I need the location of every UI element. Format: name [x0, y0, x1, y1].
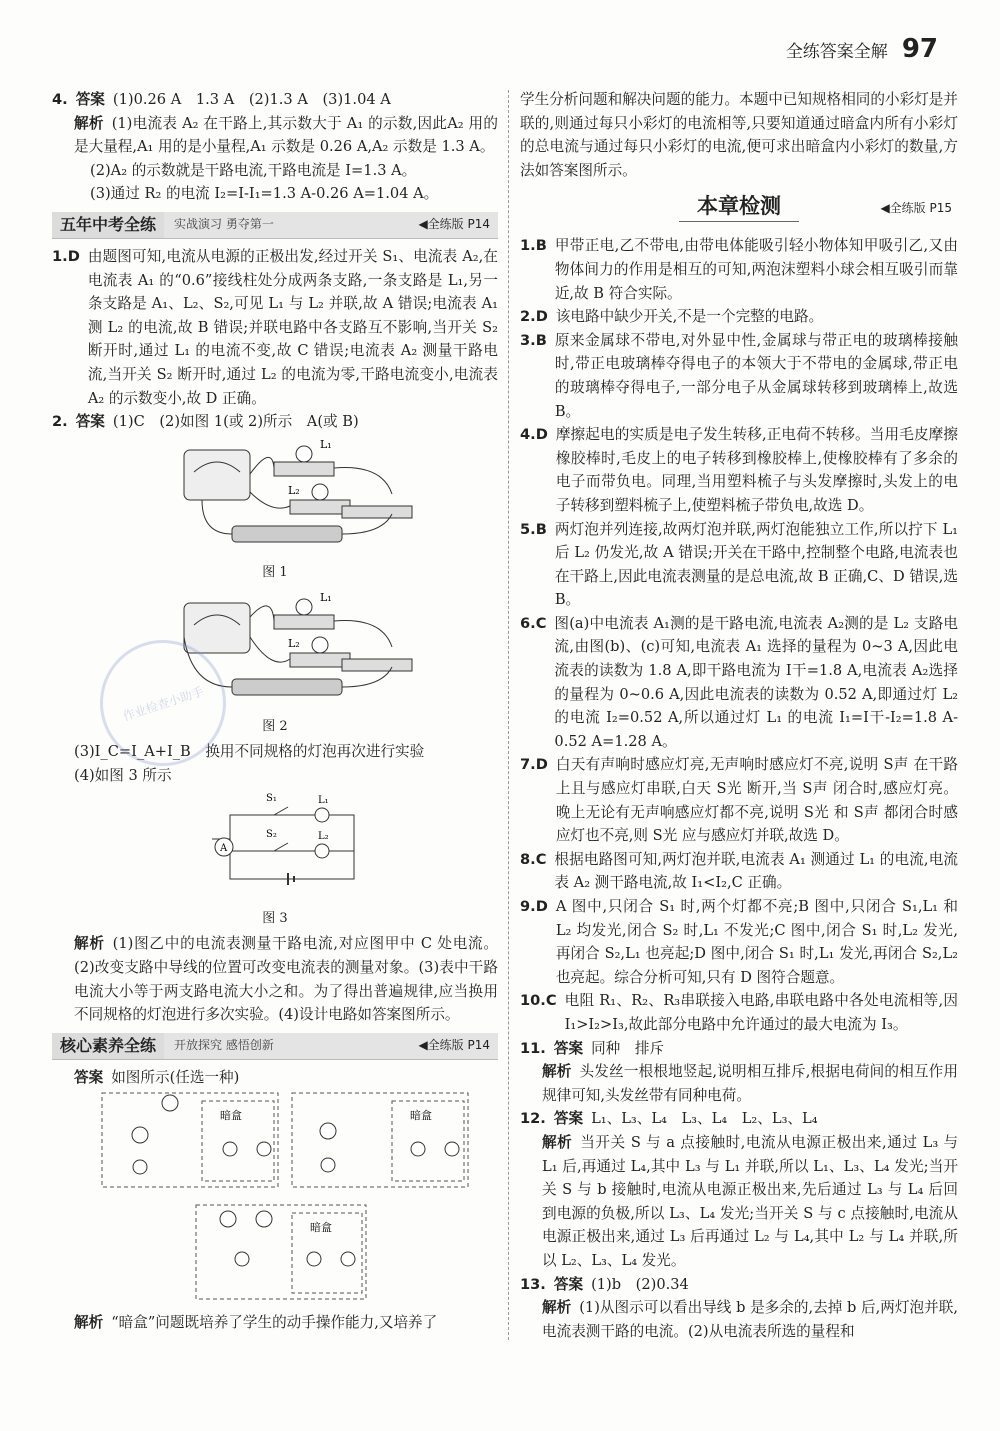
section-ref: ◀全练版 P14 [418, 1038, 490, 1053]
q1-number: 1.D [52, 247, 80, 265]
lamp2-base [290, 653, 350, 667]
fig3-switch1 [274, 807, 288, 815]
diagram-2-ammeter [320, 1123, 336, 1139]
question-1 [52, 245, 498, 410]
item-3 [520, 329, 958, 423]
diagram-3-lamp-3 [341, 1252, 355, 1266]
item-4 [520, 423, 958, 517]
figure-1-caption: 图 1 [262, 565, 288, 581]
item-12 [520, 1107, 958, 1272]
item-text: 原来金属球不带电,对外显中性,金属球与带正电的玻璃棒接触时,带正电玻璃棒夺得电子的本领大于不带电的金属球,带正电的玻璃棒夺得电子,一部分电子从金属球转移到玻璃棒上,故选 B。 [554, 331, 958, 420]
chapter-heading [520, 188, 958, 228]
item-number: 8.C [520, 850, 547, 868]
item-text: 根据电路图可知,两灯泡并联,电流表 A₁ 测通过 L₁ 的电流,电流表 A₂ 测干路电流,故 I₁<I₂,C 正确。 [554, 850, 958, 892]
item-number: 5.B [520, 520, 547, 538]
item-2 [520, 305, 958, 329]
q2-analysis-label: 解析 [74, 935, 105, 953]
core-answer-label: 答案 [74, 1068, 104, 1086]
right-column [520, 88, 958, 1343]
diagram-2-lamp-3 [445, 1142, 459, 1156]
q4-line-3: (3)通过 R₂ 的电流 I₂=I-I₁=1.3 A-0.26 A=1.04 A。 [90, 185, 439, 203]
item-text: 电阻 R₁、R₂、R₃串联接入电路,串联电路中各处电流相等,因 I₁>I₂>I₃,故此部分电路中允许通过的最大电流为 I₃。 [564, 992, 958, 1033]
ammeter-drawing [184, 450, 250, 500]
q12-answer-label: 答案 [553, 1110, 584, 1128]
item-number: 6.C [520, 614, 547, 632]
switch-drawing [342, 506, 412, 518]
q12-analysis-label: 解析 [542, 1133, 573, 1151]
q13-analysis-label: 解析 [542, 1299, 572, 1317]
q4-line-1: (1)电流表 A₂ 在干路上,其示数大于 A₁ 的示数,因此A₂ 用的是大量程,A₁ 用的是小量程,A₁ 示数是 0.26 A,A₂ 示数是 1.3 A。 [74, 114, 498, 156]
section-bar-core [52, 1033, 498, 1060]
diagram-3-lamp [235, 1252, 249, 1266]
q13-analysis: (1)从图示可以看出导线 b 是多余的,去掉 b 后,两灯泡并联,电流表测干路的电流。(2)从电流表所选的量程和 [542, 1299, 958, 1340]
q4-number: 4. [52, 91, 68, 108]
core-answer: 如图所示(任选一种) [111, 1068, 240, 1086]
diagram-1-lamp-2 [223, 1142, 237, 1156]
q4-answer: (1)0.26 A 1.3 A (2)1.3 A (3)1.04 A [112, 91, 391, 108]
header-title: 全练答案全解 [785, 42, 888, 62]
fig2-label-l2: L₂ [288, 636, 300, 650]
q2-answer: (1)C (2)如图 1(或 2)所示 A(或 B) [112, 413, 359, 431]
lamp2-bulb [312, 484, 328, 500]
diagram-1-frame [102, 1093, 278, 1187]
q11-analysis-label: 解析 [542, 1063, 572, 1081]
fig3-label-l1: L₁ [318, 795, 329, 807]
item-6 [520, 612, 958, 754]
fig3-lamp2 [315, 844, 329, 858]
item-13 [520, 1273, 958, 1344]
item-text: A 图中,只闭合 S₁ 时,两个灯都不亮;B 图中,只闭合 S₁,L₁ 和 L₂ 均发光,闭合 S₂ 时,L₁ 不发光;C 图中,闭合 S₁ 时,L₂ 发光,再闭合 S₂,L₁ 也亮起;D 图中,闭合 S₁ 时,L₁ 发光,再闭合 S₂,L₂ 也亮起。综合分析可知,只有 D 图符合题意。 [555, 898, 958, 986]
fig2-label-l1: L₁ [320, 590, 332, 604]
q4-analysis-label: 解析 [74, 114, 104, 132]
q4-line-2: (2)A₂ 的示数就是干路电流,干路电流是 I=1.3 A。 [90, 161, 417, 179]
section-subtitle: 开放探究 感悟创新 [174, 1038, 274, 1053]
section-title: 五年中考全练 [52, 212, 164, 238]
item-9 [520, 895, 958, 989]
fig3-switch2 [274, 843, 288, 851]
column-divider [508, 90, 509, 1340]
q11-analysis: 头发丝一根根地竖起,说明相互排斥,根据电荷间的相互作用规律可知,头发丝带有同种电荷。 [542, 1063, 958, 1104]
fig1-label-l2: L₂ [288, 483, 300, 497]
q11-number: 11. [520, 1039, 546, 1057]
item-text: 图(a)中电流表 A₁测的是干路电流,电流表 A₂测的是 L₂ 支路电流,由图(b)、(c)可知,电流表 A₁ 选择的量程为 0~3 A,因此电流表的读数为 1.8 A,即干路电流为 I干=1.8 A,电流表 A₂选择的量程为 0~0.6 A,因此电流表的读数为 0.52 A,即通过灯 L₂ 的电流 I₂=0.52 A,所以通过灯 L₁ 的电流 I₁=I干-I₂=1.8 A-0.52 A=1.28 A。 [554, 614, 958, 750]
page-number: 97 [901, 34, 938, 64]
q11-answer: 同种 排斥 [591, 1039, 665, 1057]
q2-analysis: (1)图乙中的电流表测量干路电流,对应图甲中 C 处电流。(2)改变支路中导线的位置可改变电流表的测量对象。(3)表中干路电流大小等于两支路电流大小之和。为了得出普遍规律,应当换用不同规格的灯泡进行多次实验。(4)设计电路如答案图所示。 [74, 935, 498, 1024]
q13-answer-label: 答案 [553, 1275, 584, 1293]
lamp2-base [290, 500, 350, 514]
watermark-stamp: 作业检查小助手 [84, 624, 243, 783]
ammeter-drawing [184, 603, 250, 653]
figure-2-caption: 图 2 [262, 718, 288, 734]
lamp2-bulb [312, 637, 328, 653]
q12-number: 12. [520, 1110, 546, 1128]
fig3-label-s1: S₁ [266, 793, 277, 805]
question-4 [52, 88, 498, 206]
diagram-2-lamp [321, 1158, 335, 1172]
diagram-2-frame [292, 1093, 468, 1187]
item-number: 3.B [520, 331, 547, 349]
chapter-title: 本章检测 [679, 195, 799, 222]
core-question [52, 1066, 498, 1335]
q2-answer-label: 答案 [75, 413, 105, 431]
figure-3-circuit [52, 787, 498, 897]
diagram-1-ammeter-2 [132, 1127, 148, 1143]
section-title: 核心素养全练 [52, 1033, 164, 1059]
lamp1-base [274, 615, 334, 629]
item-text: 甲带正电,乙不带电,由带电体能吸引轻小物体知甲吸引乙,又由物体间力的作用是相互的可知,两泡沫塑料小球会相互吸引而靠近,故 B 符合实际。 [554, 237, 958, 302]
section-bar-exam [52, 212, 498, 239]
lamp1-bulb [296, 446, 312, 462]
fig1-label-l1: L₁ [320, 437, 332, 451]
figure-1-circuit [52, 434, 498, 552]
q1-text: 由题图可知,电流从电源的正极出发,经过开关 S₁、电流表 A₂,在电流表 A₁ 的“0.6”接线柱处分成两条支路,一条支路是 L₁,另一条支路是 A₁、L₂、S₂,可见 L₁ 与 L₂ 并联,故 A 错误;电流表 A₁ 测 L₂ 的电流,故 B 错误;并联电路中各支路互不影响,当开关 S₂ 断开时,通过 L₁ 的电流不变,故 C 错误;电流表 A₂ 测量干路电流,当开关 S₂ 断开时,通过 L₂ 的电流为零,干路电流变小,电流表 A₂ 的示数变小,故 D 正确。 [87, 247, 498, 407]
fig3-label-s2: S₂ [266, 829, 277, 841]
diagram-1-lamp-3 [257, 1142, 271, 1156]
diagram-1-box-label: 暗盒 [220, 1109, 242, 1123]
item-5 [520, 518, 958, 612]
item-number: 2.D [520, 308, 548, 326]
item-number: 1.B [520, 237, 547, 255]
item-number: 4.D [520, 426, 548, 444]
item-number: 10.C [520, 992, 557, 1010]
item-text: 摩擦起电的实质是电子发生转移,正电荷不转移。当用毛皮摩擦橡胶棒时,毛皮上的电子转移到橡胶棒上,使橡胶棒有了多余的电子而带负电。同理,当用塑料梳子与头发摩擦时,头发上的电子转移到塑料梳子上,使塑料梳子带负电,故选 D。 [555, 426, 958, 514]
fig3-ammeter-label: A [220, 843, 228, 855]
diagram-1-ammeter [162, 1095, 178, 1111]
section-ref: ◀全练版 P14 [418, 217, 490, 232]
diagram-3-ammeter-2 [256, 1211, 272, 1227]
switch-drawing [342, 659, 412, 671]
item-text: 该电路中缺少开关,不是一个完整的电路。 [555, 308, 824, 326]
item-text: 白天有声响时感应灯亮,无声响时感应灯不亮,说明 S声 在干路上且与感应灯串联,白天 S光 断开,当 S声 闭合时,感应灯亮。晚上无论有无声响感应灯都不亮,说明 S光 和 S声 都闭合时感应灯也不亮,则 S光 应与感应灯并联,故选 D。 [555, 756, 958, 845]
diagram-3-lamp-2 [307, 1252, 321, 1266]
diagram-2-lamp-2 [411, 1142, 425, 1156]
item-8 [520, 848, 958, 895]
chapter-ref: ◀全练版 P15 [880, 200, 952, 215]
figure-3-caption: 图 3 [262, 910, 288, 926]
q13-answer: (1)b (2)0.34 [591, 1275, 689, 1293]
battery-pack [232, 526, 342, 542]
q12-answer: L₁、L₃、L₄ L₃、L₄ L₂、L₃、L₄ [591, 1110, 818, 1128]
q2-part-3: (3)I_C=I_A+I_B 换用不同规格的灯泡再次进行实验 [74, 743, 425, 761]
q2-number: 2. [52, 413, 68, 431]
fig3-lamp1 [315, 808, 329, 822]
item-7 [520, 753, 958, 847]
q11-answer-label: 答案 [553, 1039, 584, 1057]
item-number: 9.D [520, 898, 548, 915]
fig3-label-l2: L₂ [318, 831, 329, 843]
core-analysis-label: 解析 [74, 1314, 104, 1332]
item-1 [520, 234, 958, 305]
section-subtitle: 实战演习 勇夺第一 [174, 217, 274, 232]
diagram-3-ammeter [220, 1211, 236, 1227]
lamp1-base [274, 462, 334, 476]
item-number: 7.D [520, 756, 548, 774]
diagram-2-box-label: 暗盒 [410, 1109, 432, 1123]
item-text: 两灯泡并列连接,故两灯泡并联,两灯泡能独立工作,所以拧下 L₁ 后 L₂ 仍发光,故 A 错误;开关在干路中,控制整个电路,电流表也在干路上,因此电流表测量的是总电流,故 B 正确,C、D 错误,选 B。 [554, 520, 958, 609]
q2-part-4: (4)如图 3 所示 [74, 766, 172, 784]
q13-number: 13. [520, 1275, 546, 1293]
q4-answer-label: 答案 [75, 91, 105, 108]
battery-pack [232, 679, 342, 695]
item-11 [520, 1037, 958, 1108]
diagram-3-box-label: 暗盒 [310, 1221, 332, 1235]
lamp1-bulb [296, 599, 312, 615]
item-10 [520, 989, 958, 1036]
diagram-1-lamp [133, 1160, 147, 1174]
core-analysis-continued: 学生分析问题和解决问题的能力。本题中已知规格相同的小彩灯是并联的,则通过每只小彩灯的电流相等,只要知道通过暗盒内所有小彩灯的总电流与通过每只小彩灯的电流,便可求出暗盒内小彩灯的数量,方法如答案图所示。 [520, 91, 958, 179]
dark-box-diagrams [52, 1089, 498, 1303]
page-header [786, 36, 938, 62]
core-analysis: “暗盒”问题既培养了学生的动手操作能力,又培养了 [111, 1314, 438, 1332]
q12-analysis: 当开关 S 与 a 点接触时,电流从电源正极出来,通过 L₃ 与 L₁ 后,再通过 L₄,其中 L₃ 与 L₁ 并联,所以 L₁、L₃、L₄ 发光;当开关 S 与 b 接触时,电流从电源正极出来,先后通过 L₃ 与 L₄ 后回到电源的负极,所以 L₃、L₄ 发光;当开关 S 与 c 点接触时,电流从电源正极出来,通过 L₃ 后再通过 L₂ 与 L₄,其中 L₂ 与 L₄ 并联,所以 L₂、L₃、L₄ 发光。 [542, 1133, 958, 1269]
